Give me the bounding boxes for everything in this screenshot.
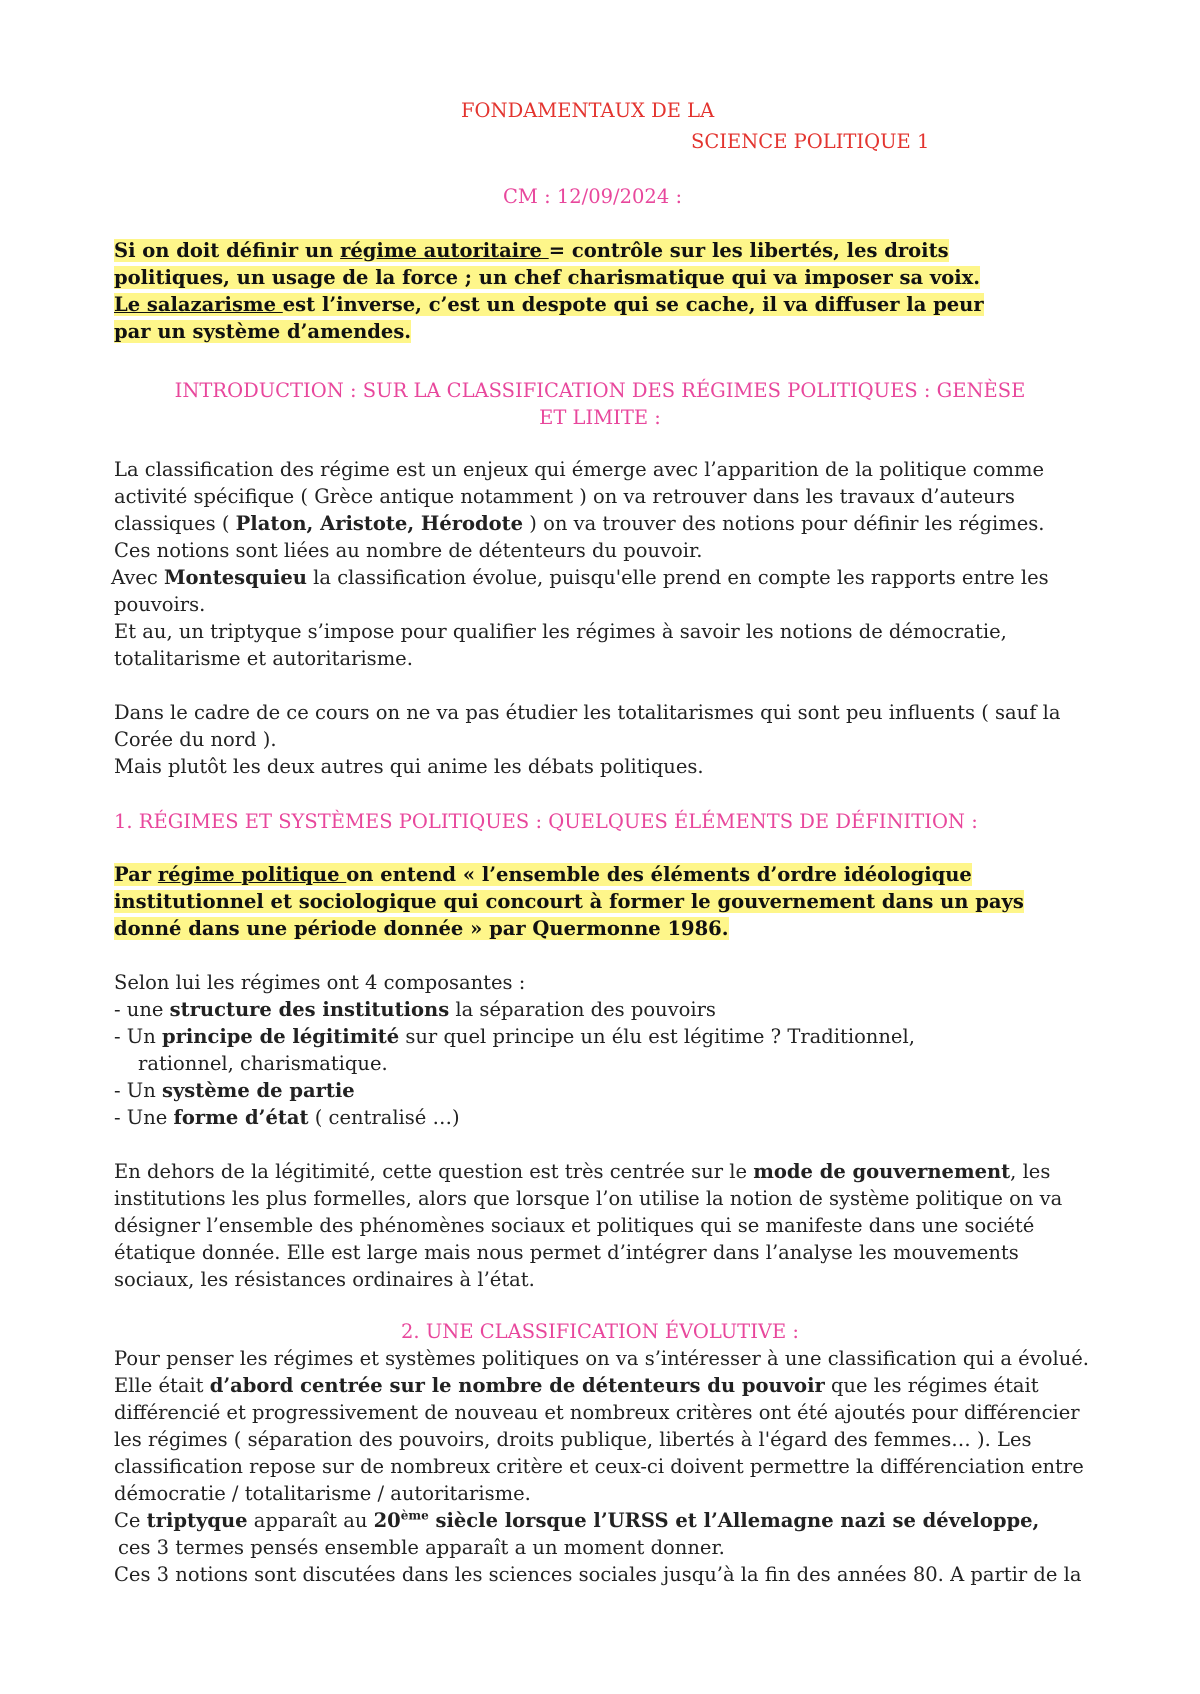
list-item-continuation: rationnel, charismatique. [138,1052,388,1075]
paragraph-line: totalitarisme et autoritarisme. [114,647,413,670]
paragraph-line: classiques ( Platon, Aristote, Hérodote ) on va trouver des notions pour définir les régimes. [114,512,1045,535]
paragraph-line: pouvoirs. [114,593,206,616]
highlight-line: donné dans une période donnée » par Quermonne 1986. [114,917,729,940]
paragraph-line: Mais plutôt les deux autres qui anime les débats politiques. [114,755,704,778]
list-item: - Un système de partie [114,1079,355,1102]
paragraph-line: sociaux, les résistances ordinaires à l’état. [114,1268,535,1291]
paragraph-line: Ces 3 notions sont discutées dans les sciences sociales jusqu’à la fin des années 80. A partir de la [114,1563,1082,1586]
highlight-line: Par régime politique on entend « l’ensemble des éléments d’ordre idéologique [114,863,972,886]
paragraph-line: En dehors de la légitimité, cette question est très centrée sur le mode de gouvernement, les [114,1160,1051,1183]
highlight-line: Le salazarisme est l’inverse, c’est un despote qui se cache, il va diffuser la peur [114,293,984,316]
paragraph-line: différencié et progressivement de nouveau et nombreux critères ont été ajoutés pour différencier [114,1401,1080,1424]
section2-heading: 2. UNE CLASSIFICATION ÉVOLUTIVE : [401,1320,799,1343]
paragraph-line: Et au, un triptyque s’impose pour qualifier les régimes à savoir les notions de démocratie, [114,620,1007,643]
list-item: - une structure des institutions la séparation des pouvoirs [114,998,716,1021]
highlight-line: par un système d’amendes. [114,320,412,343]
paragraph-line: Elle était d’abord centrée sur le nombre de détenteurs du pouvoir que les régimes était [114,1374,1039,1397]
paragraph-line: démocratie / totalitarisme / autoritarisme. [114,1482,531,1505]
paragraph-line: Ces notions sont liées au nombre de détenteurs du pouvoir. [114,539,703,562]
paragraph-line: Pour penser les régimes et systèmes politiques on va s’intéresser à une classification qui a évolué. [114,1347,1089,1370]
paragraph-line: Selon lui les régimes ont 4 composantes : [114,971,526,994]
highlight-line: institutionnel et sociologique qui concourt à former le gouvernement dans un pays [114,890,1024,913]
paragraph-line: activité spécifique ( Grèce antique notamment ) on va retrouver dans les travaux d’auteurs [114,485,1015,508]
paragraph-line: étatique donnée. Elle est large mais nous permet d’intégrer dans l’analyse les mouvements [114,1241,1019,1264]
list-item: - Un principe de légitimité sur quel principe un élu est légitime ? Traditionnel, [114,1025,915,1048]
intro-heading-line1: INTRODUCTION : SUR LA CLASSIFICATION DES RÉGIMES POLITIQUES : GENÈSE [174,379,1026,402]
section1-heading: 1. RÉGIMES ET SYSTÈMES POLITIQUES : QUELQUES ÉLÉMENTS DE DÉFINITION : [114,810,978,833]
intro-heading-line2: ET LIMITE : [539,406,661,429]
paragraph-line: les régimes ( séparation des pouvoirs, droits publique, libertés à l'égard des femmes… ). Les [114,1428,1032,1451]
paragraph-line: Ce triptyque apparaît au 20ème siècle lorsque l’URSS et l’Allemagne nazi se développe, [114,1508,1040,1532]
doc-title-line1: FONDAMENTAUX DE LA [461,99,715,122]
cm-date: CM : 12/09/2024 : [503,185,683,208]
list-item: - Une forme d’état ( centralisé …) [114,1106,460,1129]
highlight-line: politiques, un usage de la force ; un chef charismatique qui va imposer sa voix. [114,266,981,289]
paragraph-line: classification repose sur de nombreux critère et ceux-ci doivent permettre la différenciation entre [114,1455,1084,1478]
doc-title-line2: SCIENCE POLITIQUE 1 [691,130,930,153]
paragraph-line: Corée du nord ). [114,728,277,751]
paragraph-line: institutions les plus formelles, alors que lorsque l’on utilise la notion de système politique on va [114,1187,1063,1210]
paragraph-line: La classification des régime est un enjeux qui émerge avec l’apparition de la politique comme [114,458,1044,481]
highlight-line: Si on doit définir un régime autoritaire = contrôle sur les libertés, les droits [114,239,949,262]
paragraph-line: désigner l’ensemble des phénomènes sociaux et politiques qui se manifeste dans une société [114,1214,1035,1237]
paragraph-line: ces 3 termes pensés ensemble apparaît a un moment donner. [118,1536,725,1559]
paragraph-line: Dans le cadre de ce cours on ne va pas étudier les totalitarismes qui sont peu influents ( sauf la [114,701,1061,724]
paragraph-line: Avec Montesquieu la classification évolue, puisqu'elle prend en compte les rapports entre les [111,566,1049,589]
